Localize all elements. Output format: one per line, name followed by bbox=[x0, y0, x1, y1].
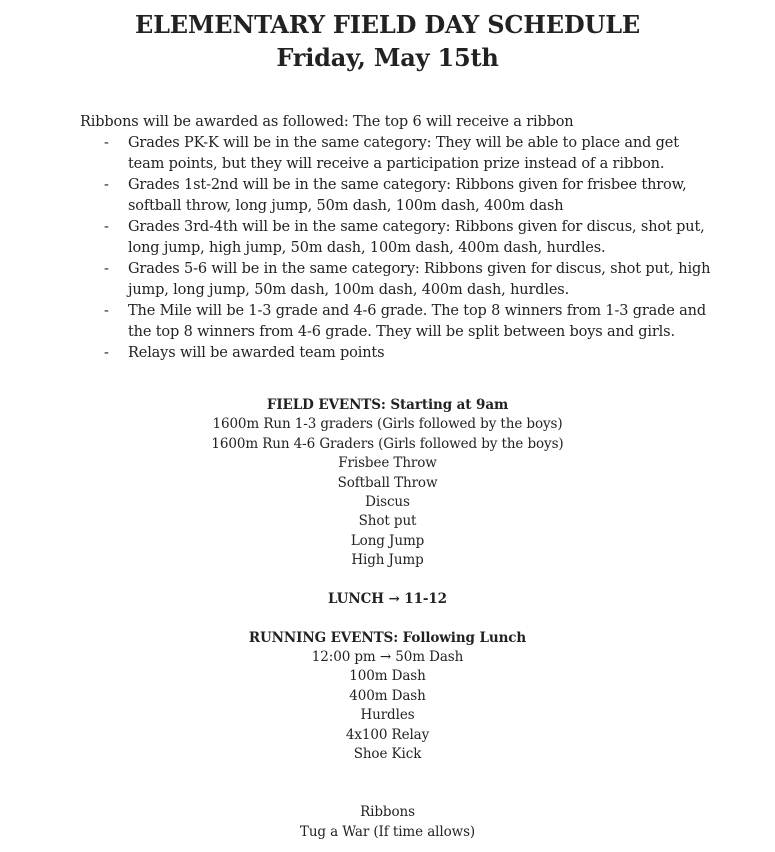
field-event-item: Frisbee Throw bbox=[338, 455, 437, 472]
dash-bullet: - bbox=[104, 303, 109, 319]
closing-item: Tug a War (If time allows) bbox=[299, 823, 476, 840]
ribbons-intro: Ribbons will be awarded as followed: The top 6 will receive a ribbon bbox=[80, 114, 574, 130]
field-events-heading: FIELD EVENTS: Starting at 9am bbox=[266, 397, 509, 413]
rule-item-3rd-4th bbox=[104, 217, 714, 259]
dash-bullet: - bbox=[104, 219, 109, 235]
dash-bullet: - bbox=[104, 177, 109, 193]
document-title: ELEMENTARY FIELD DAY SCHEDULE bbox=[135, 10, 640, 39]
dash-bullet: - bbox=[104, 261, 109, 277]
ribbon-rules-list bbox=[104, 133, 714, 364]
spacer bbox=[0, 764, 775, 803]
running-event-item: Shoe Kick bbox=[353, 746, 422, 763]
lunch-heading: LUNCH → 11-12 bbox=[328, 590, 447, 607]
dash-bullet: - bbox=[104, 135, 109, 151]
dash-bullet: - bbox=[104, 345, 109, 361]
rule-text: Grades 3rd-4th will be in the same category: Ribbons given for discus, shot put, long jump, high jump, 50m dash, 100m dash, 400m dash, hurdles. bbox=[128, 219, 705, 256]
spacer bbox=[0, 609, 775, 628]
running-event-item: 100m Dash bbox=[349, 668, 426, 685]
running-events-heading: RUNNING EVENTS: Following Lunch bbox=[248, 629, 527, 646]
document-date: Friday, May 15th bbox=[276, 43, 499, 72]
rule-item-1st-2nd bbox=[104, 175, 714, 217]
rule-text: Relays will be awarded team points bbox=[128, 345, 385, 361]
running-event-item: 4x100 Relay bbox=[345, 726, 430, 743]
field-event-item: Discus bbox=[365, 493, 410, 510]
field-event-item: 1600m Run 4-6 Graders (Girls followed by the boys) bbox=[211, 435, 564, 452]
rule-item-relays bbox=[104, 343, 714, 364]
rule-item-5-6 bbox=[104, 259, 714, 301]
field-event-item: Shot put bbox=[358, 513, 417, 530]
rule-text: Grades 1st-2nd will be in the same category: Ribbons given for frisbee throw, softball throw, long jump, 50m dash, 100m dash, 400m dash bbox=[128, 177, 687, 214]
rule-text: The Mile will be 1-3 grade and 4-6 grade. The top 8 winners from 1-3 grade and the top 8 winners from 4-6 grade. They will be split between boys and girls. bbox=[128, 303, 706, 340]
document-header bbox=[0, 8, 775, 74]
field-event-item: High Jump bbox=[351, 552, 424, 569]
rule-text: Grades PK-K will be in the same category: They will be able to place and get team points, but they will receive a participation prize instead of a ribbon. bbox=[128, 135, 679, 172]
rule-item-mile bbox=[104, 301, 714, 343]
field-event-item: 1600m Run 1-3 graders (Girls followed by the boys) bbox=[212, 416, 563, 433]
running-event-item: Hurdles bbox=[360, 707, 415, 724]
spacer bbox=[0, 571, 775, 590]
field-event-item: Softball Throw bbox=[337, 474, 438, 491]
field-event-item: Long Jump bbox=[350, 532, 425, 549]
event-schedule bbox=[0, 396, 775, 842]
closing-item: Ribbons bbox=[360, 804, 415, 821]
running-event-item: 12:00 pm → 50m Dash bbox=[311, 649, 464, 666]
rule-text: Grades 5-6 will be in the same category: Ribbons given for discus, shot put, high jump, long jump, 50m dash, 100m dash, 400m dash, hurdles. bbox=[128, 261, 711, 298]
running-event-item: 400m Dash bbox=[349, 687, 426, 704]
rule-item-pk-k bbox=[104, 133, 714, 175]
